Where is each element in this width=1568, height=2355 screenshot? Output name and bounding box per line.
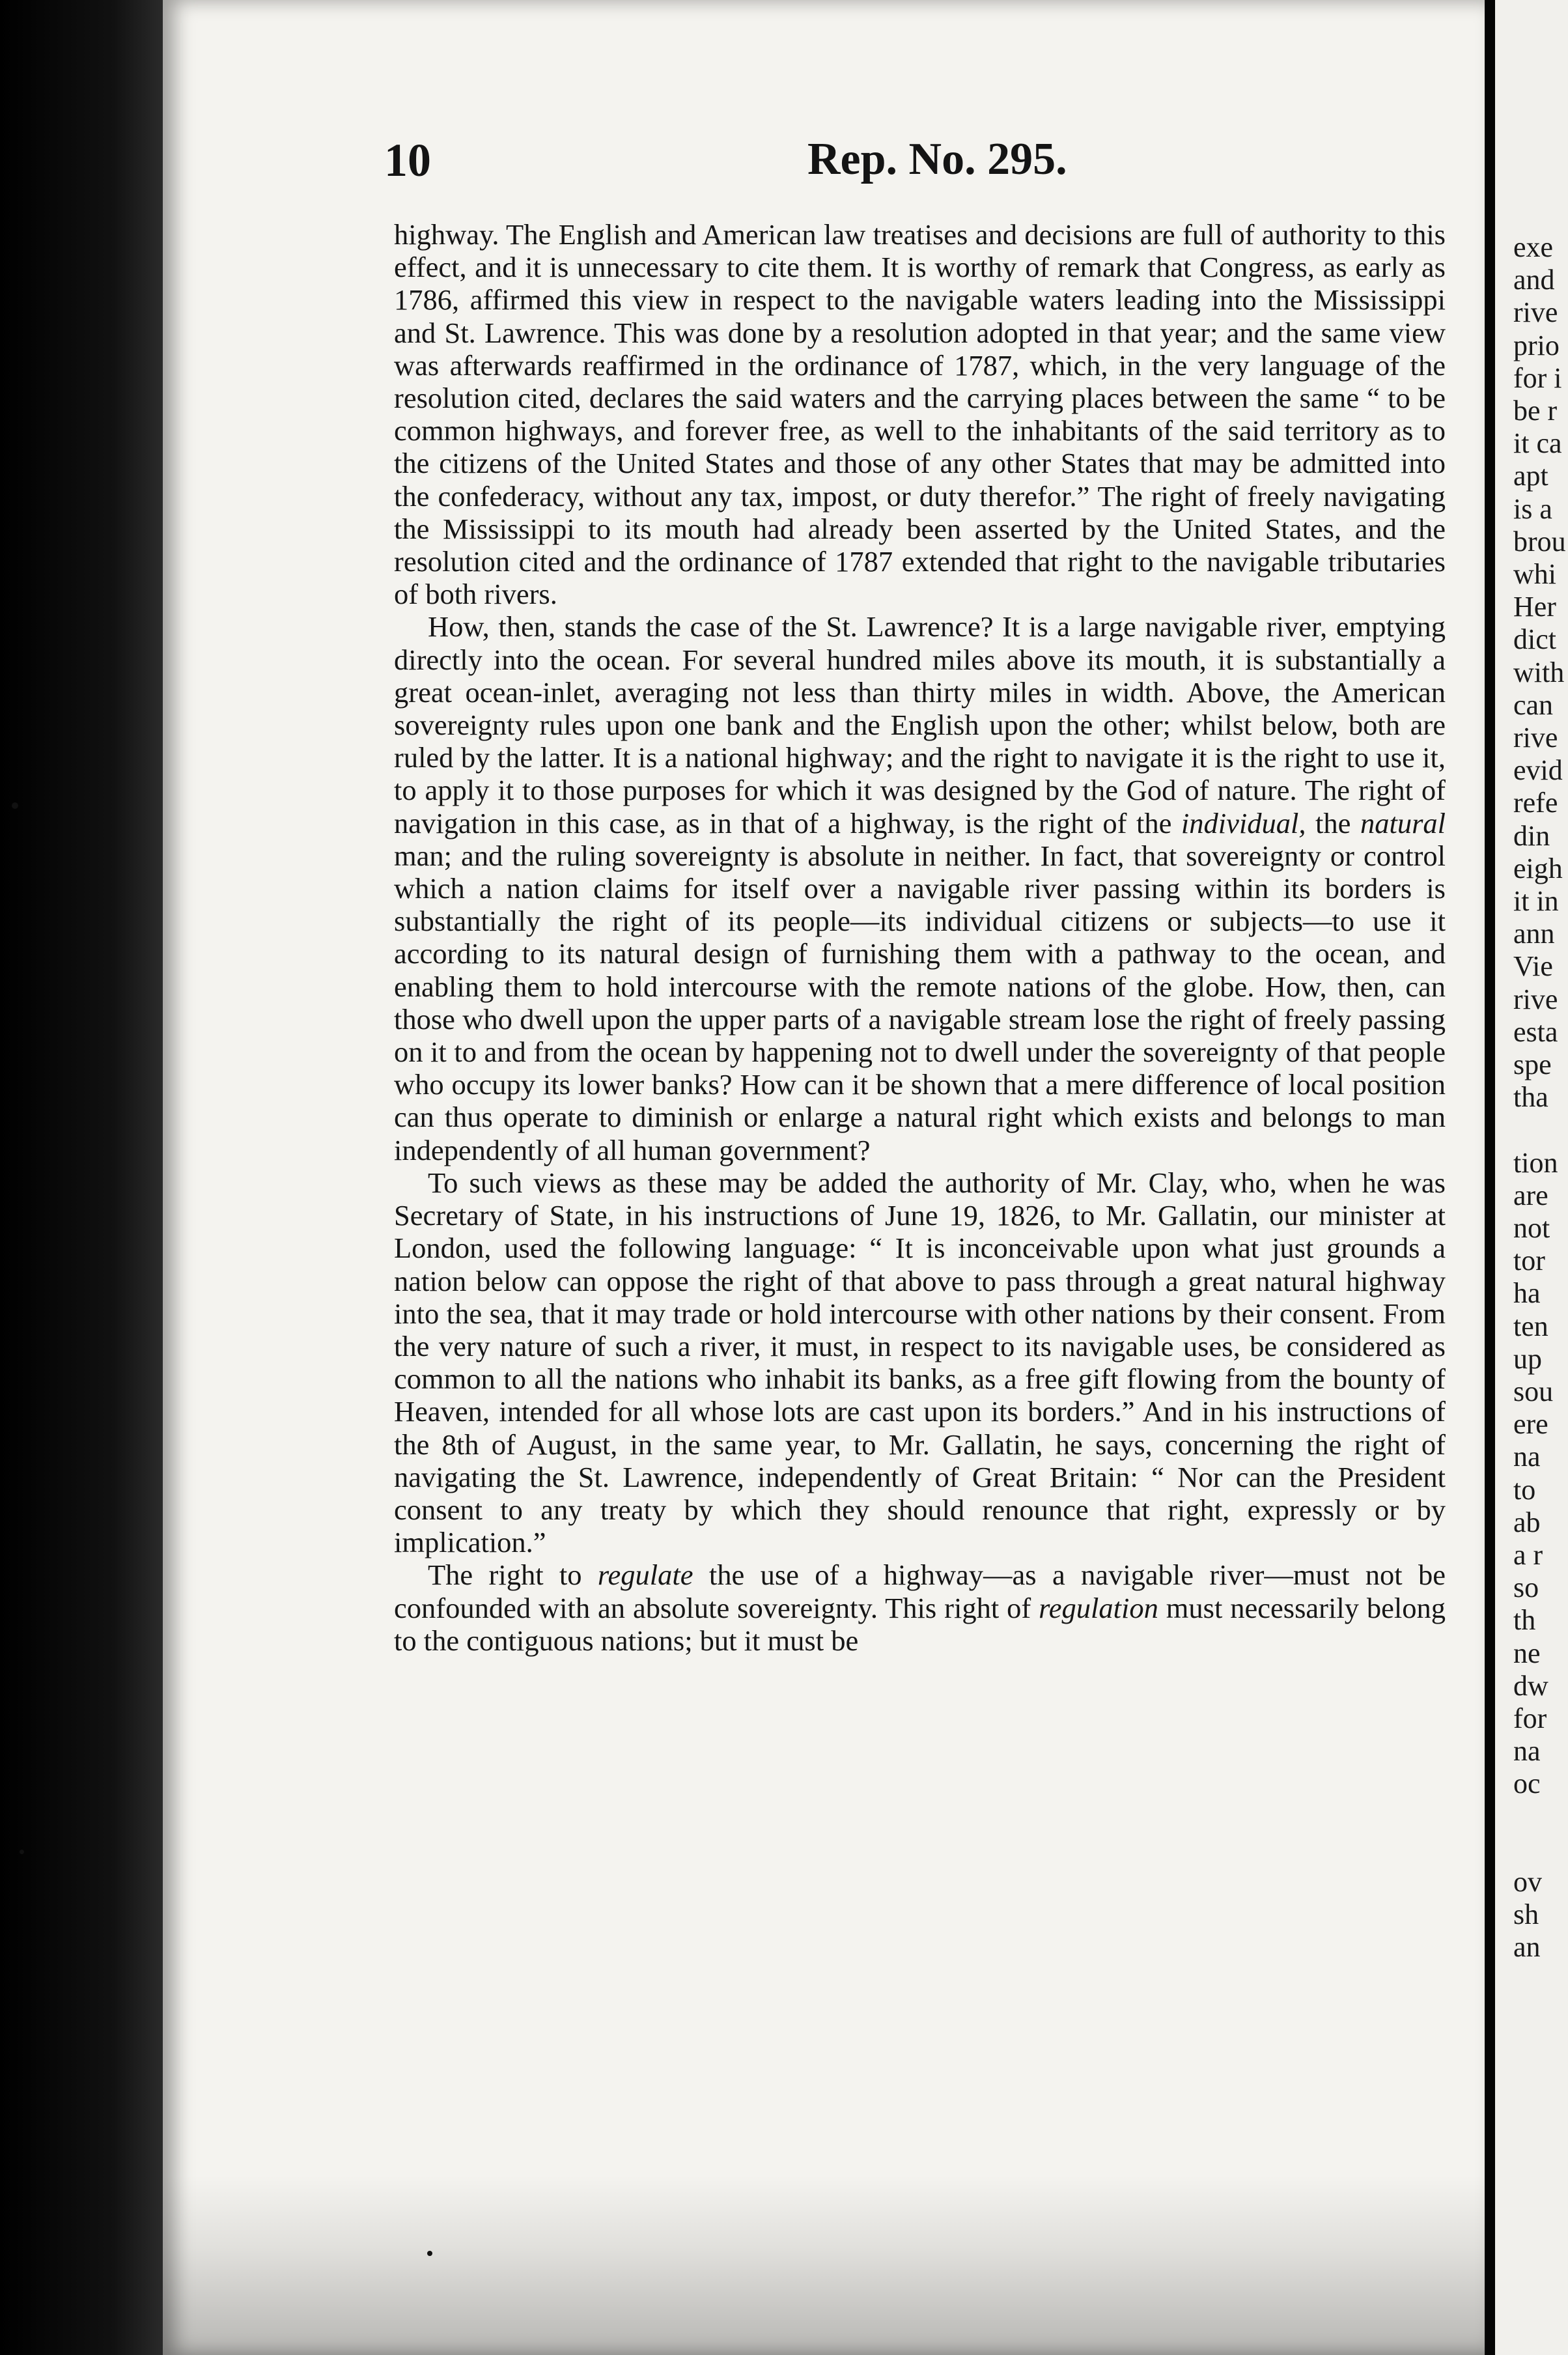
facing-page-fragment: na [1513,1441,1541,1473]
facing-page-fragment: dw [1513,1669,1548,1702]
paragraph [394,1166,1446,1558]
scan-border-left [0,0,163,2355]
paragraph [394,1558,1446,1657]
scan-speck [427,2251,432,2256]
text-run: How, then, stands the case of the St. Lawrence? It is a large navigable river, emptying directly into the ocean. For several hundred miles above its mouth, it is substantially a great ocean-inlet, averaging not less than thirty miles in width. Above, the American sovereignty rules upon one bank and the English upon the other; whilst below, both are ruled by the latter. It is a national highway; and the right to navigate it is the right to use it, to apply it to those purposes for which it was designed by the God of nature. The right of navigation in this case, as in that of a highway, is the right of the [394,610,1446,839]
facing-page-fragment: so [1513,1572,1539,1604]
facing-page-fragment: ab [1513,1506,1541,1538]
facing-page-edge [1495,0,1568,2355]
facing-page-fragment: din [1513,819,1550,852]
facing-page-fragment: dict [1513,623,1556,656]
page-bottom-shading [163,2175,1485,2355]
facing-page-fragment: ne [1513,1637,1541,1669]
italic-text: regulate [597,1558,693,1592]
page-number: 10 [384,134,431,186]
facing-page-fragment: it in [1513,885,1559,917]
facing-page-fragment: not [1513,1212,1550,1244]
text-run: the [1306,806,1360,839]
paragraph [394,218,1446,610]
facing-page-fragment: an [1513,1931,1541,1964]
facing-page-fragment: spe [1513,1049,1552,1080]
facing-page-fragment: can [1513,688,1554,721]
facing-page-fragment: th [1513,1604,1536,1637]
facing-page-fragment: for i [1513,361,1562,394]
running-head: Rep. No. 295. [807,134,1067,184]
facing-page-fragment: na [1513,1735,1541,1768]
facing-page-fragment: be r [1513,395,1558,427]
facing-page-fragment: rive [1513,722,1558,754]
facing-page-fragment: tor [1513,1245,1545,1277]
text-run: The right to [428,1558,598,1592]
facing-page-fragment: are [1513,1179,1548,1211]
text-run: man; and the ruling sovereignty is absolute in neither. In fact, that sovereignty or control which a nation claims for itself over a navigable river passing within its borders is substantially the right of its people—its individual citizens or subjects—to use it according to its natural design of furnishing them with a pathway to the ocean, and enabling them to hold intercourse with the remote nations of the globe. How, then, can those who dwell upon the upper parts of a navigable stream lose the right of freely passing on it to and from the ocean by happening not to dwell under the sovereignty of that people who occupy its lower banks? How can it be shown that a mere difference of local position can thus operate to diminish or enlarge a natural right which exists and belongs to man independently of all human government? [394,839,1446,1166]
facing-page-fragment: eigh [1513,852,1563,884]
facing-page-fragment: ha [1513,1277,1541,1310]
facing-page-fragment: whi [1513,558,1556,590]
facing-page-fragment: is a [1513,492,1552,525]
italic-text: individual, [1181,806,1306,839]
facing-page-fragment: tha [1513,1081,1548,1114]
facing-page-fragment: it ca [1513,427,1562,460]
facing-page-fragment: tion [1513,1146,1558,1179]
page-header [384,134,1459,192]
facing-page-fragment: esta [1513,1015,1558,1048]
body-text [394,218,1446,1657]
facing-page-fragment: refe [1513,787,1558,819]
facing-page-fragment: Vie [1513,950,1553,983]
facing-page-fragment: with [1513,656,1565,688]
paragraph [394,610,1446,1166]
facing-page-fragment: ten [1513,1310,1548,1342]
italic-text: natural [1360,806,1446,839]
text-run: the use of a highway—as a navigable river—must not be confounded with an absolute sovereignty. This right of [394,1558,1446,1624]
facing-page-fragment: prio [1513,329,1560,361]
facing-page-fragment: apt [1513,460,1548,492]
facing-page-fragment: brou [1513,525,1566,557]
facing-page-fragment: evid [1513,754,1563,787]
facing-page-fragment: Her [1513,591,1556,623]
facing-page-fragment: ov [1513,1866,1542,1898]
text-run: highway. The English and American law treatises and decisions are full of authority to this effect, and it is unnecessary to cite them. It is worthy of remark that Congress, as early as 1786, affirmed this view in respect to the navigable waters leading into the Mississippi and St. Lawrence. This was done by a resolution adopted in that year; and the same view was afterwards reaffirmed in the ordinance of 1787, which, in the very language of the resolution cited, declares the said waters and the carrying places between the same “ to be common highways, and forever free, as well to the inhabitants of the said territory as to the citizens of the United States and those of any other States that may be admitted into the confederacy, without any tax, impost, or duty therefor.” The right of freely navigating the Mississippi to its mouth had already been asserted by the United States, and the resolution cited and the ordinance of 1787 extended that right to the navigable tributaries of both rivers. [394,218,1446,611]
facing-page-fragment: for [1513,1702,1547,1734]
text-run: To such views as these may be added the authority of Mr. Clay, who, when he was Secretary of State, in his instructions of June 19, 1826, to Mr. Gallatin, our minister at London, used the following language: “ It is inconceivable upon what just grounds a nation below can oppose the right of that above to pass through a great natural highway into the sea, that it may trade or hold intercourse with other nations by their consent. From the very nature of such a river, it must, in respect to its navigable uses, be considered as common to all the nations who inhabit its banks, as a free gift flowing from the bounty of Heaven, intended for all whose lots are cast upon its borders.” And in his instructions of the 8th of August, in the same year, to Mr. Gallatin, he says, concerning the right of navigating the St. Lawrence, independently of Great Britain: “ Nor can the President consent to any treaty by which they should renounce that right, expressly or by implication.” [394,1166,1446,1559]
facing-page-fragment: ann [1513,918,1555,950]
italic-text: regulation [1039,1591,1158,1624]
facing-page-fragment: oc [1513,1768,1541,1800]
text-run: must necessarily belong to the contiguous nations; but it must be [394,1591,1446,1657]
scan-speck [12,802,18,809]
facing-page-fragment: to [1513,1473,1536,1506]
facing-page-fragment: rive [1513,296,1558,329]
facing-page-fragment: sou [1513,1375,1554,1407]
facing-page-fragment: ere [1513,1408,1548,1441]
facing-page-fragment: up [1513,1342,1542,1375]
book-gutter [1486,0,1495,2355]
facing-page-fragment: a r [1513,1539,1543,1571]
facing-page-fragment: and [1513,264,1555,296]
facing-page-fragment: sh [1513,1898,1539,1931]
facing-page-fragment: exe [1513,231,1554,263]
scan-speck [20,1850,24,1854]
facing-page-fragment: rive [1513,983,1558,1015]
